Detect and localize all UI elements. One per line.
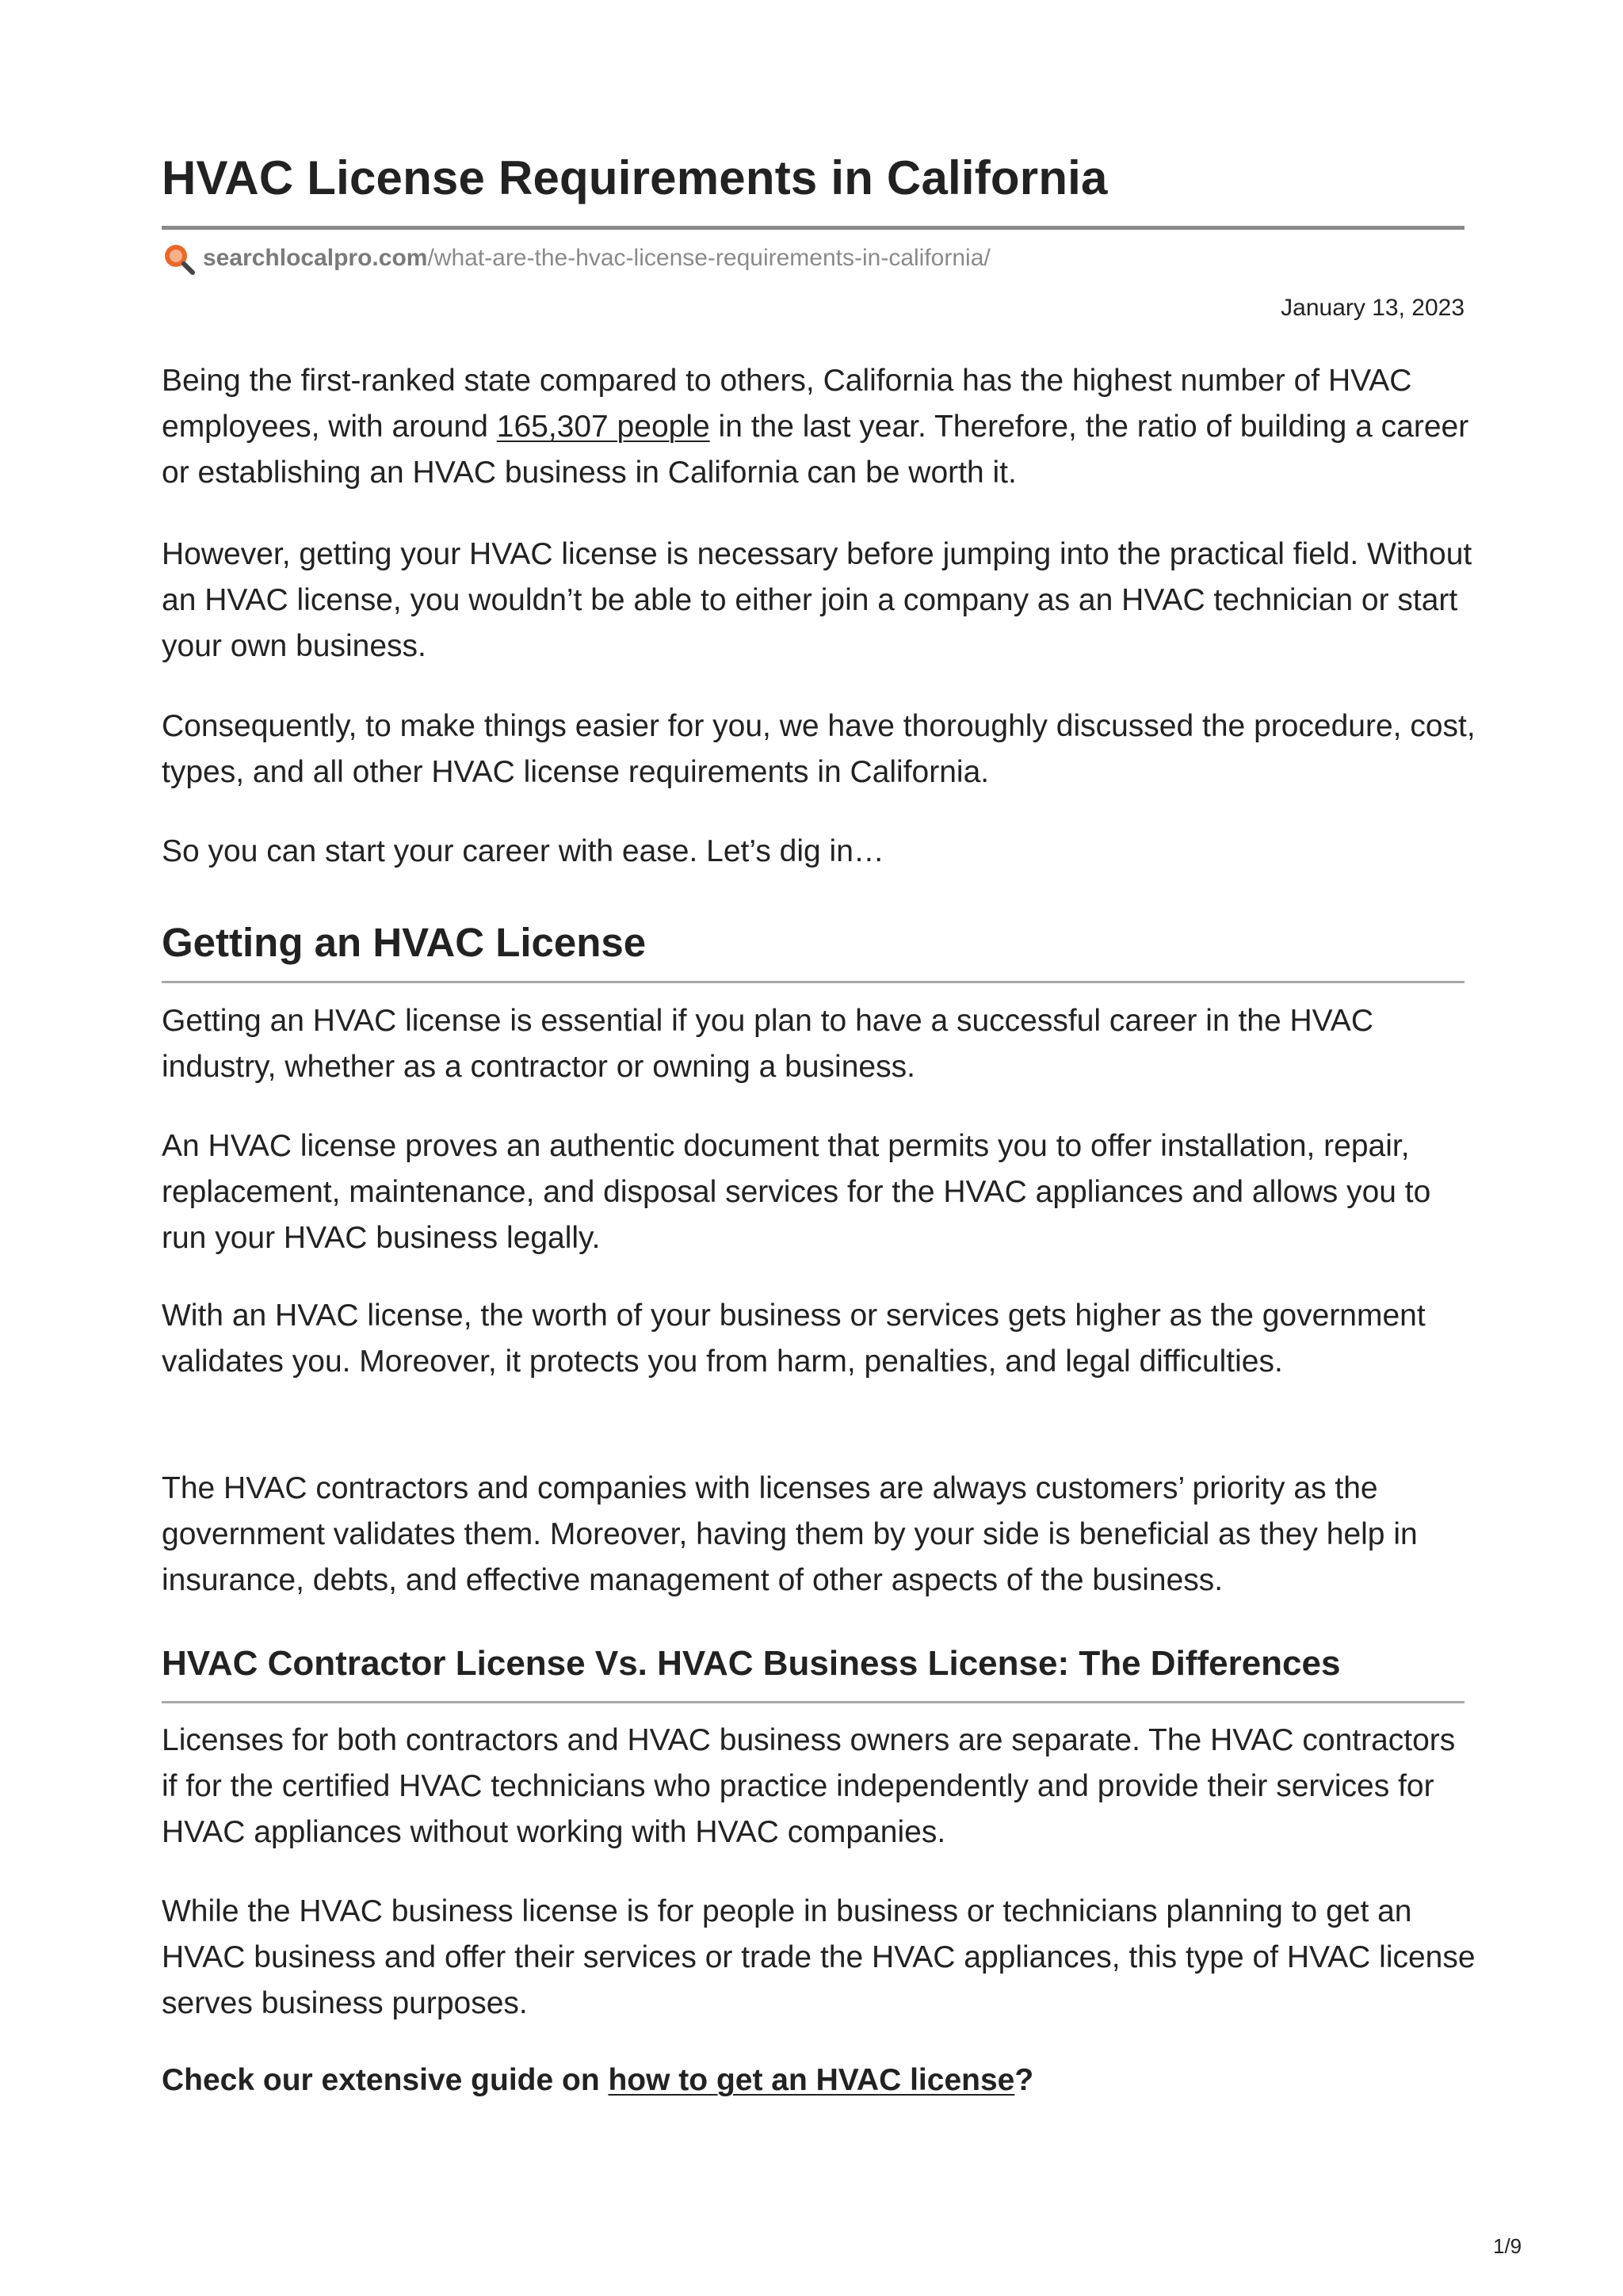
hvac-license-guide-link[interactable]: how to get an HVAC license: [608, 2063, 1015, 2097]
source-path: /what-are-the-hvac-license-requirements-in-california/: [427, 245, 991, 271]
paragraph-intro-text-b: in the last year. Therefore, the ratio of building a career or establishing an HVAC business in California can be worth it.: [162, 410, 1469, 490]
paragraph-worth: With an HVAC license, the worth of your business or services gets higher as the government validates you. Moreover, it protects you from harm, penalties, and legal difficulties.: [162, 1299, 1426, 1379]
subheading-divider: [162, 1701, 1465, 1703]
paragraph-essential: Getting an HVAC license is essential if you plan to have a successful career in the HVAC industry, whether as a contractor or owning a business.: [162, 1004, 1373, 1084]
paragraph-business-license: While the HVAC business license is for people in business or technicians planning to get an HVAC business and offer their services or trade the HVAC appliances, this type of HVAC license serves business purposes.: [162, 1894, 1476, 2020]
employees-count-link[interactable]: 165,307 people: [496, 410, 710, 444]
publish-date: January 13, 2023: [1281, 295, 1465, 321]
heading-divider: [162, 981, 1465, 983]
source-domain: searchlocalpro.com: [203, 245, 428, 271]
heading-getting-license: Getting an HVAC License: [162, 920, 647, 965]
guide-callout-text: Check our extensive guide on: [162, 2063, 609, 2097]
title-divider: [162, 226, 1465, 230]
paragraph-authentic-document: An HVAC license proves an authentic document that permits you to offer installation, repair, replacement, maintenance, and disposal services for the HVAC appliances and allows you to run your HVAC business legally.: [162, 1129, 1431, 1255]
paragraph-priority: The HVAC contractors and companies with licenses are always customers’ priority as the government validates them. Moreover, having them by your side is beneficial as they help in insurance, debts, and effective management of other aspects of the business.: [162, 1471, 1418, 1597]
search-magnifier-icon: [162, 242, 195, 275]
source-link[interactable]: [162, 242, 991, 275]
paragraph-dig-in: So you can start your career with ease. Let’s dig in…: [162, 834, 884, 868]
paragraph-license-necessary: However, getting your HVAC license is necessary before jumping into the practical field. Without an HVAC license, you wouldn’t be able to either join a company as an HVAC technician or start your own business.: [162, 537, 1472, 663]
guide-callout: [162, 2063, 1033, 2098]
paragraph-intro: [162, 358, 1477, 496]
page-number: 1/9: [1493, 2234, 1522, 2258]
heading-differences: HVAC Contractor License Vs. HVAC Business License: The Differences: [162, 1644, 1341, 1683]
paragraph-procedure: Consequently, to make things easier for you, we have thoroughly discussed the procedure, cost, types, and all other HVAC license requirements in California.: [162, 709, 1476, 789]
source-url[interactable]: [203, 245, 991, 272]
paragraph-intro-text-a: Being the first-ranked state compared to others, California has the highest number of HVAC employees, with around: [162, 364, 1412, 444]
paragraph-separate-licenses: Licenses for both contractors and HVAC business owners are separate. The HVAC contractors if for the certified HVAC technicians who practice independently and provide their services for HVAC appliances without working with HVAC companies.: [162, 1723, 1456, 1849]
guide-callout-end: ?: [1014, 2063, 1034, 2097]
page-title: HVAC License Requirements in California: [162, 151, 1108, 204]
